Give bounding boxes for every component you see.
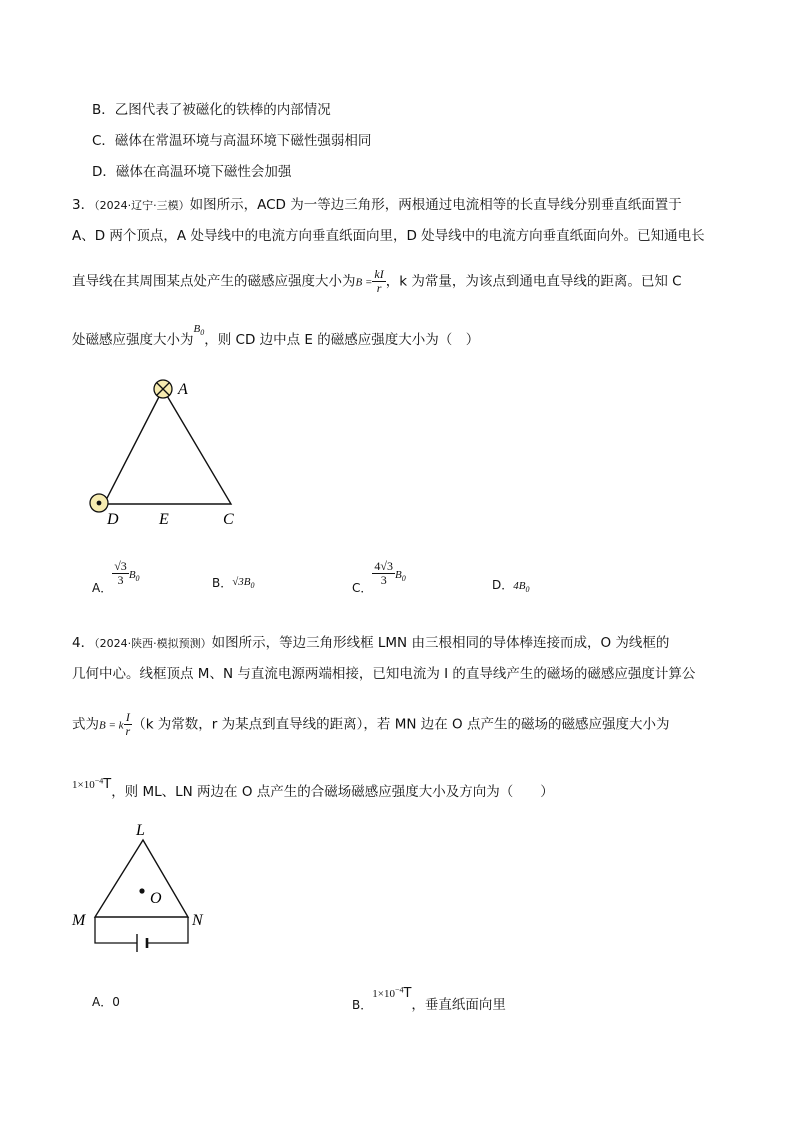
q3-option-c: C． $\frac{4√3}{3}$ $B_0$	[352, 559, 406, 595]
q4-option-b-text: ，垂直纸面向里	[411, 997, 506, 1013]
q3-triangle-figure	[85, 372, 255, 532]
q3-source: （2024·辽宁·三模）	[94, 199, 190, 212]
q3-line4	[72, 323, 480, 349]
q4-line2: 几何中心。线框顶点 M、N 与直流电源两端相接，已知电流为 I 的直导线产生的磁场的磁感应强度计算公	[72, 666, 696, 682]
q4-option-b: B．$^{1\times 10^{-4}T}$，垂直纸面向里	[352, 985, 506, 1013]
wire-out-of-page-icon	[90, 494, 108, 512]
q4-text-4b: ，则 ML、LN 两边在 O 点产生的合磁场磁感应强度大小及方向为（ ）	[111, 784, 554, 800]
q3-text-3a: 直导线在其周围某点处产生的磁感应强度大小为	[72, 273, 356, 290]
q2-option-c: C．磁体在常温环境与高温环境下磁性强弱相同	[92, 133, 372, 149]
q3-option-b-value: $√3B_0$	[232, 576, 255, 591]
q2-option-b: B．乙图代表了被磁化的铁棒的内部情况	[92, 102, 331, 118]
battery-icon	[137, 934, 147, 952]
q3-text-4a: 处磁感应强度大小为	[72, 332, 194, 348]
q3-line1	[72, 193, 682, 213]
q4-text-3b: （k 为常数，r 为某点到直导线的距离），若 MN 边在 O 点产生的磁场的磁感应强度大小为	[132, 716, 670, 733]
q3-option-c-fraction: $\frac{4√3}{3}$	[374, 559, 393, 587]
q4-text-3a: 式为	[72, 716, 99, 733]
q4-number: 4．	[72, 635, 95, 651]
q4-wire-left	[95, 917, 137, 943]
q4-option-a: A．0	[92, 995, 120, 1009]
q4-label-o: O	[150, 890, 162, 907]
q2-option-d: D．磁体在高温环境下磁性会加强	[92, 164, 292, 180]
q3-label-a: A	[178, 381, 188, 398]
q3-triangle	[104, 389, 231, 504]
q3-text-4b: ，则 CD 边中点 E 的磁感应强度大小为（ ）	[204, 332, 480, 348]
q3-formula-den: r	[376, 281, 382, 295]
q3-option-c-b0: $B_0$	[394, 568, 406, 583]
q3-option-a-fraction: $\frac{√3}{3}$	[114, 559, 127, 587]
q4-text-1: 如图所示，等边三角形线框 LMN 由三根相同的导体棒连接而成，O 为线框的	[211, 635, 670, 651]
q4-triangle	[95, 840, 188, 917]
q3-option-d: D．$4B_0$	[492, 578, 530, 595]
q3-number: 3．	[72, 197, 95, 213]
q4-label-l: L	[136, 822, 145, 839]
q3-label-e: E	[159, 511, 169, 528]
wire-into-page-icon	[154, 380, 172, 398]
q3-line2: A、D 两个顶点，A 处导线中的电流方向垂直纸面向里，D 处导线中的电流方向垂直纸面向外。已知通电长	[72, 228, 705, 244]
q3-formula-lhs: B =	[355, 276, 373, 289]
q4-label-m: M	[72, 912, 86, 929]
q4-line4	[72, 776, 554, 800]
q4-option-b-value: 1×10−4T	[372, 985, 412, 1001]
q3-option-a-label: A．	[92, 580, 113, 595]
q4-formula-lhs: B = k	[99, 719, 124, 732]
q3-text-1: 如图所示，ACD 为一等边三角形，两根通过电流相等的长直导线分别垂直纸面置于	[189, 197, 682, 213]
q4-line3	[72, 711, 669, 738]
q4-value: 1×10−4T	[72, 776, 112, 792]
q4-formula-fraction: $\frac{I}{r}$	[125, 710, 131, 738]
q3-text-3b: ，k 为常量，为该点到通电直导线的距离。已知 C	[385, 273, 682, 290]
q4-label-n: N	[192, 912, 203, 929]
q3-option-d-value: $4B_0$	[513, 580, 530, 595]
q3-label-d: D	[107, 511, 119, 528]
q3-b0: B0	[193, 323, 205, 338]
q4-circuit-figure	[70, 815, 220, 965]
q4-wire-right	[147, 917, 188, 943]
q3-line3	[72, 268, 682, 295]
q3-option-b: B．$√3B_0$	[212, 576, 255, 591]
q3-option-a	[92, 560, 140, 596]
q3-formula-fraction	[372, 268, 385, 295]
q3-label-c: C	[223, 511, 234, 528]
q4-line1	[72, 631, 669, 651]
q4-source: （2024·陕西·模拟预测）	[94, 637, 212, 650]
q4-center-dot	[139, 888, 144, 893]
q3-option-a-b0: $B_0$	[128, 568, 140, 583]
q3-formula-num: kI	[374, 267, 384, 281]
